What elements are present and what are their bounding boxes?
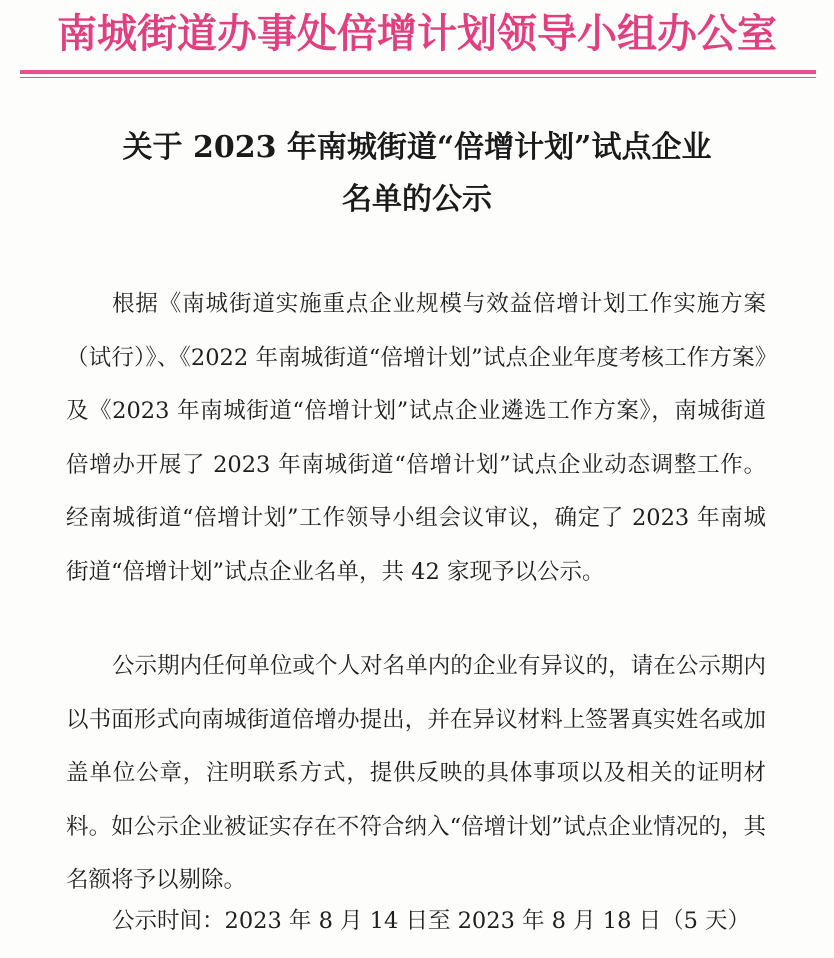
body-paragraph-1: 根据《南城街道实施重点企业规模与效益倍增计划工作实施方案（试行）》、《2022 年南城街道“倍增计划”试点企业年度考核工作方案》及《2023 年南城街道“倍增计划”试点企业遴选工作方案》，南城街道倍增办开展了 2023 年南城街道“倍增计划”试点企业动态调整工作。经南城街道“倍增计划”工作领导小组会议审议，确定了 2023 年南城街道“倍增计划”试点企业名单，共 42 家现予以公示。: [66, 291, 766, 585]
body-paragraph-2: 公示期内任何单位或个人对名单内的企业有异议的，请在公示期内以书面形式向南城街道倍增办提出，并在异议材料上签署真实姓名或加盖单位公章，注明联系方式，提供反映的具体事项以及相关的证明材料。如公示企业被证实存在不符合纳入“倍增计划”试点企业情况的，其名额将予以剔除。: [66, 653, 766, 893]
letterhead-title: 南城街道办事处倍增计划领导小组办公室: [57, 10, 777, 57]
publicity-period: 公示时间：2023 年 8 月 14 日至 2023 年 8 月 18 日（5 天）: [112, 908, 751, 934]
notice-title-line-2: 名单的公示: [342, 182, 492, 217]
letterhead-rule-thin: [20, 77, 816, 78]
letterhead-rule: [20, 70, 816, 74]
notice-title-line-1: 关于 2023 年南城街道“倍增计划”试点企业: [122, 130, 712, 165]
